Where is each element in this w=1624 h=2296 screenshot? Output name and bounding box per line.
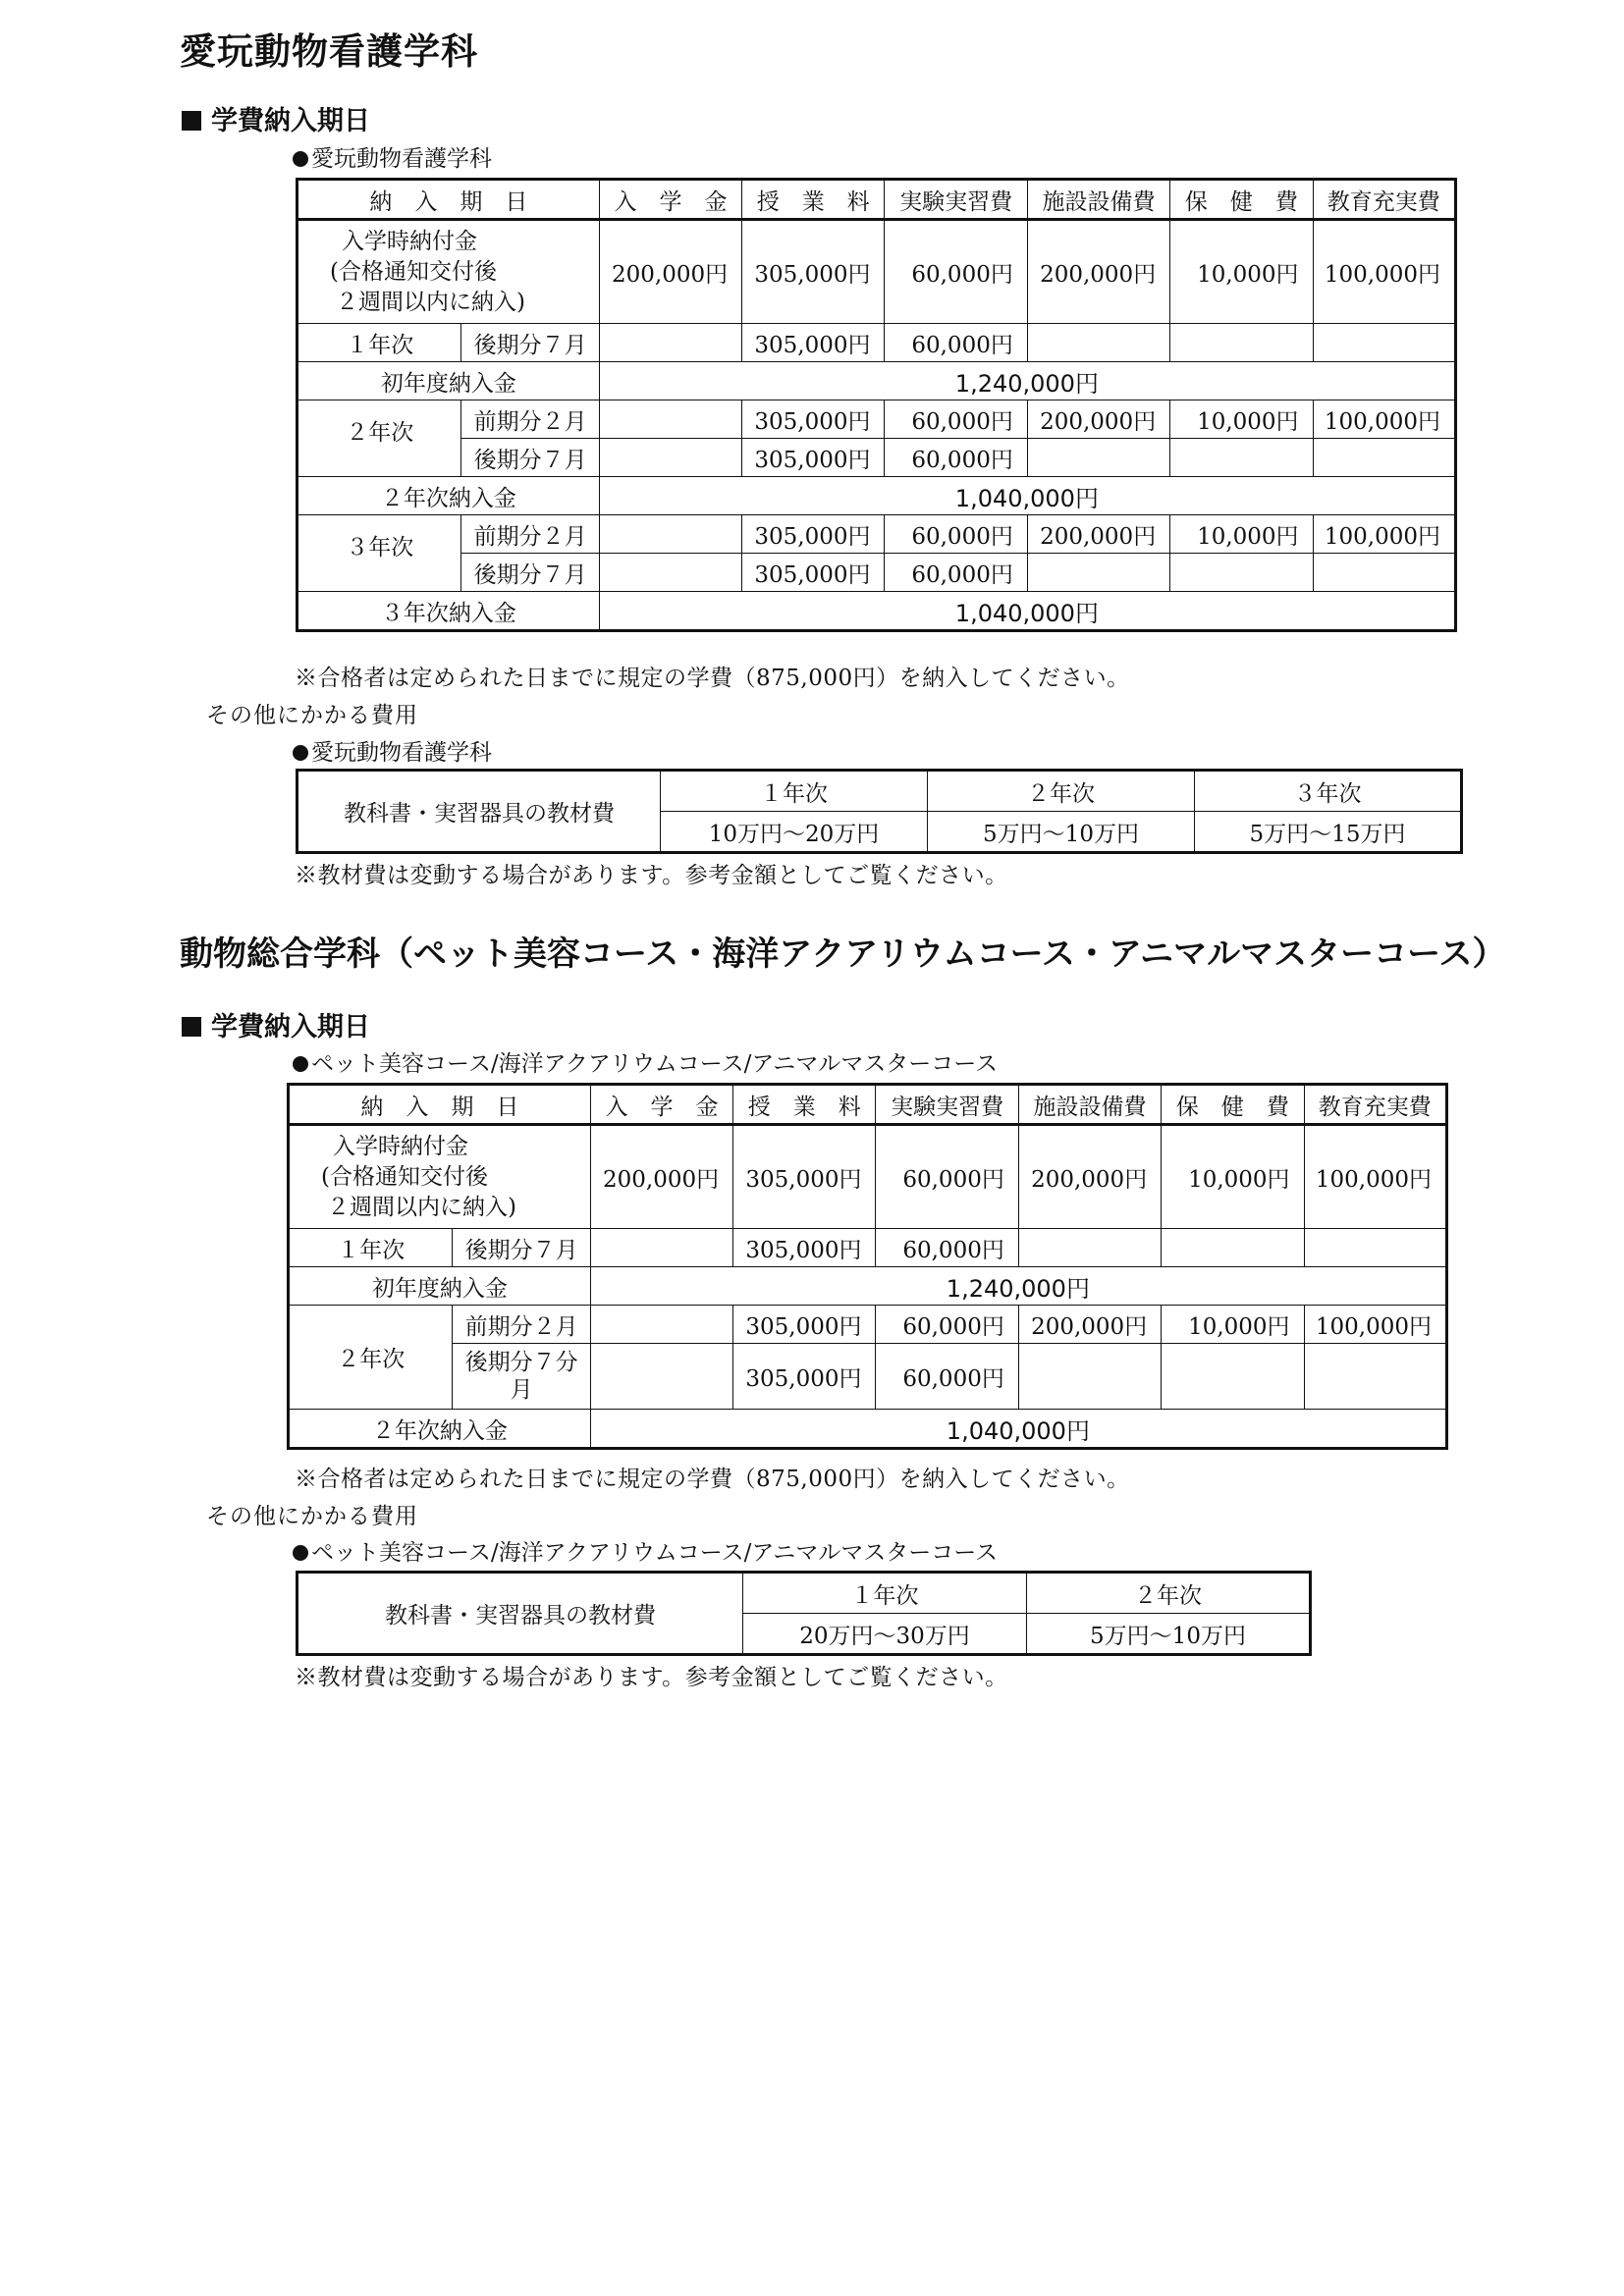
table-cell [599,324,741,362]
entry-label [298,220,600,324]
table-cell [1313,439,1455,477]
table-cell: 200,000円 [590,1125,732,1229]
amount-cell: 10万円～20万円 [661,812,928,853]
table-cell: 305,000円 [733,1125,876,1229]
table-cell: 100,000円 [1313,515,1455,554]
square-icon [182,1017,201,1037]
total-row [298,362,1456,400]
fee-note: ※合格者は定められた日までに規定の学費（875,000円）を納入してください。 [295,1467,1130,1492]
bullet-text: ペット美容コース/海洋アクアリウムコース/アニマルマスターコース [311,1540,999,1566]
header-cell: 実験実習費 [876,1085,1018,1125]
term-cell: 後期分７月 [461,554,599,592]
subheading [182,1005,370,1043]
materials-table [296,1571,1312,1656]
term-cell: 後期分７月 [461,439,599,477]
table-cell: 60,000円 [885,220,1027,324]
table-cell: 200,000円 [1027,220,1169,324]
table-cell: 60,000円 [876,1344,1018,1410]
header-cell: 納 入 期 日 [289,1085,591,1125]
table-cell [1170,554,1313,592]
header-cell: 入 学 金 [599,180,741,220]
table-cell [1027,554,1169,592]
fee-table [296,178,1457,632]
table-cell: 200,000円 [1027,400,1169,439]
table-row [298,515,1456,554]
subheading-text: 学費納入期日 [211,106,370,136]
section-title: 愛玩動物看護学科 [180,30,478,73]
table-cell: 305,000円 [733,1306,876,1344]
year-cell: １年次 [743,1573,1027,1614]
table-cell [1018,1229,1161,1267]
bullet-label [293,1534,998,1567]
table-cell: 60,000円 [885,400,1027,439]
total-value: 1,040,000円 [599,592,1455,631]
total-label: ２年次納入金 [298,477,600,515]
year-cell: ２年次 [1027,1573,1311,1614]
table-cell: 305,000円 [742,554,885,592]
table-cell [1027,439,1169,477]
total-row [298,592,1456,631]
table-cell: 200,000円 [1018,1125,1161,1229]
total-value: 1,240,000円 [590,1267,1446,1306]
table-cell [1170,324,1313,362]
table-cell [1304,1344,1446,1410]
header-cell: 実験実習費 [885,180,1027,220]
table-cell [1162,1344,1304,1410]
header-row [298,180,1456,220]
table-cell: 100,000円 [1304,1125,1446,1229]
amount-cell: 5万円～15万円 [1195,812,1462,853]
table-cell: 200,000円 [1018,1306,1161,1344]
table-cell: 200,000円 [1027,515,1169,554]
header-cell: 保 健 費 [1162,1085,1304,1125]
total-label: ２年次納入金 [289,1410,591,1449]
header-cell: 納 入 期 日 [298,180,600,220]
total-value: 1,040,000円 [599,477,1455,515]
bullet-label [293,1045,998,1078]
amount-cell: 5万円～10万円 [928,812,1195,853]
other-costs-label: その他にかかる費用 [206,1504,418,1529]
materials-table [296,769,1463,854]
table-cell: 305,000円 [742,515,885,554]
year-cell: １年次 [298,324,461,362]
table-cell: 100,000円 [1313,220,1455,324]
table-cell: 305,000円 [733,1229,876,1267]
section-title: 動物総合学科（ペット美容コース・海洋アクアリウムコース・アニマルマスターコース） [180,934,1506,974]
other-costs-label: その他にかかる費用 [206,703,418,728]
table-cell [1162,1229,1304,1267]
amount-cell: 20万円～30万円 [743,1614,1027,1655]
table-cell [590,1229,732,1267]
total-value: 1,240,000円 [599,362,1455,400]
table-cell [599,515,741,554]
table-cell: 200,000円 [599,220,741,324]
table-row [298,439,1456,477]
table-cell [599,439,741,477]
table-row [289,1306,1447,1344]
table-cell: 60,000円 [876,1306,1018,1344]
year-cell: ３年次 [298,515,461,592]
header-row [289,1085,1447,1125]
year-cell: １年次 [289,1229,453,1267]
table-cell: 305,000円 [742,400,885,439]
year-cell: ２年次 [289,1306,453,1410]
total-label: 初年度納入金 [289,1267,591,1306]
table-cell [599,400,741,439]
label-line: (合格通知交付後 [321,1163,488,1190]
year-cell: １年次 [661,771,928,812]
table-cell: 10,000円 [1170,515,1313,554]
materials-note: ※教材費は変動する場合があります。参考金額としてご覧ください。 [295,1665,1008,1690]
bullet-icon [293,1056,308,1072]
label-line: ２週間以内に納入) [336,289,525,315]
subheading-text: 学費納入期日 [211,1012,370,1042]
term-line: 後期分７分 [464,1350,578,1375]
table-cell: 305,000円 [742,439,885,477]
table-cell: 60,000円 [876,1125,1018,1229]
table-row [298,1573,1311,1614]
bullet-label [293,734,492,767]
materials-label: 教科書・実習器具の教材費 [298,1573,743,1655]
year-cell: ２年次 [298,400,461,477]
header-cell: 入 学 金 [590,1085,732,1125]
table-row [289,1229,1447,1267]
table-row [298,220,1456,324]
label-line: (合格通知交付後 [330,258,497,285]
table-cell: 100,000円 [1313,400,1455,439]
square-icon [182,111,201,131]
table-cell: 60,000円 [876,1229,1018,1267]
table-cell: 60,000円 [885,515,1027,554]
table-cell [1170,439,1313,477]
table-cell [599,554,741,592]
table-cell: 10,000円 [1170,220,1313,324]
table-cell: 305,000円 [742,220,885,324]
table-cell [1313,554,1455,592]
fee-note: ※合格者は定められた日までに規定の学費（875,000円）を納入してください。 [295,666,1130,691]
header-cell: 保 健 費 [1170,180,1313,220]
table-cell: 305,000円 [733,1344,876,1410]
table-cell: 60,000円 [885,554,1027,592]
header-cell: 施設設備費 [1018,1085,1161,1125]
total-label: ３年次納入金 [298,592,600,631]
materials-label: 教科書・実習器具の教材費 [298,771,661,853]
total-label: 初年度納入金 [298,362,600,400]
header-cell: 施設設備費 [1027,180,1169,220]
table-cell: 305,000円 [742,324,885,362]
table-cell: 100,000円 [1304,1306,1446,1344]
term-cell [453,1344,590,1410]
year-cell: ２年次 [928,771,1195,812]
table-cell [1018,1344,1161,1410]
amount-cell: 5万円～10万円 [1027,1614,1311,1655]
header-cell: 授 業 料 [733,1085,876,1125]
table-row [289,1125,1447,1229]
bullet-text: ペット美容コース/海洋アクアリウムコース/アニマルマスターコース [311,1051,999,1077]
table-cell [1304,1229,1446,1267]
bullet-icon [293,1545,308,1561]
fee-table [287,1083,1448,1450]
label-line: 入学時納付金 [342,228,477,254]
header-cell: 教育充実費 [1304,1085,1446,1125]
bullet-text: 愛玩動物看護学科 [311,146,492,172]
term-cell: 後期分７月 [461,324,599,362]
table-row [289,1344,1447,1410]
table-cell: 60,000円 [885,324,1027,362]
materials-note: ※教材費は変動する場合があります。参考金額としてご覧ください。 [295,863,1008,888]
table-cell [1027,324,1169,362]
total-row [289,1410,1447,1449]
bullet-icon [293,745,308,761]
year-cell: ３年次 [1195,771,1462,812]
term-cell: 前期分２月 [453,1306,590,1344]
term-cell: 前期分２月 [461,400,599,439]
table-row [298,324,1456,362]
total-row [289,1267,1447,1306]
subheading [182,99,370,137]
bullet-label [293,140,492,173]
label-line: ２週間以内に納入) [327,1194,516,1220]
total-value: 1,040,000円 [590,1410,1446,1449]
table-cell [590,1344,732,1410]
table-cell: 10,000円 [1162,1125,1304,1229]
entry-label [289,1125,591,1229]
table-cell: 10,000円 [1162,1306,1304,1344]
table-cell: 60,000円 [885,439,1027,477]
bullet-icon [293,151,308,167]
header-cell: 教育充実費 [1313,180,1455,220]
term-cell: 後期分７月 [453,1229,590,1267]
term-cell: 前期分２月 [461,515,599,554]
table-row [298,771,1462,812]
table-cell [590,1306,732,1344]
term-line: 月 [510,1377,533,1403]
table-cell: 10,000円 [1170,400,1313,439]
label-line: 入学時納付金 [333,1133,468,1159]
total-row [298,477,1456,515]
table-row [298,554,1456,592]
bullet-text: 愛玩動物看護学科 [311,740,492,766]
header-cell: 授 業 料 [742,180,885,220]
table-row [298,400,1456,439]
table-cell [1313,324,1455,362]
